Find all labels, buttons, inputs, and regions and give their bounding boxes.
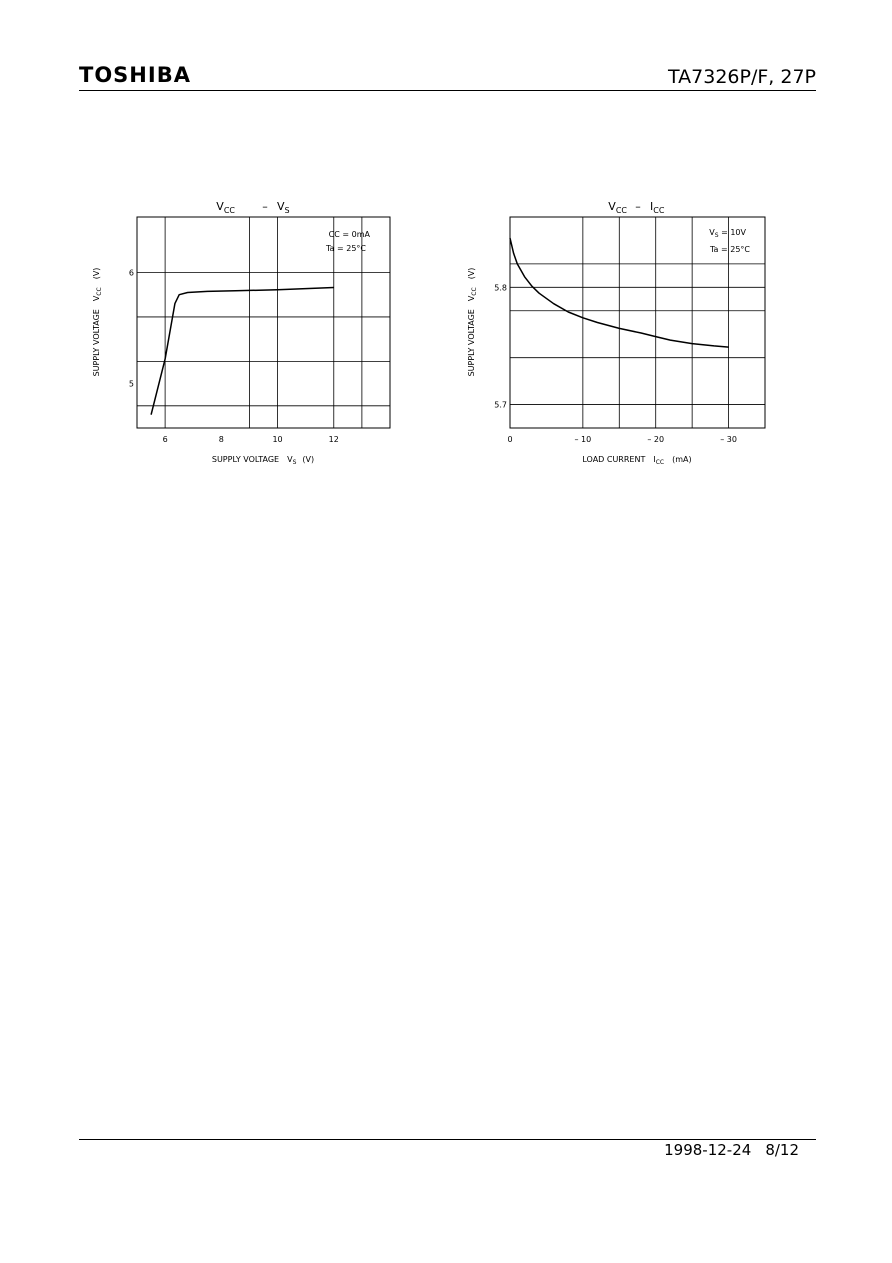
x-axis-label: LOAD CURRENT $I_{CC}$ (mA) [582, 455, 692, 466]
y-tick-label: 5.8 [494, 283, 507, 293]
x-tick-label: – 30 [720, 435, 737, 444]
x-tick-labels [163, 435, 339, 444]
x-tick-label: 12 [328, 435, 339, 444]
x-tick-label: – 20 [647, 435, 665, 444]
y-tick-labels [129, 269, 134, 389]
chart-title: $V_{CC}$ [216, 200, 235, 215]
y-axis-label: SUPPLY $VOLTAGEV_{CC}(V)$ [92, 267, 103, 377]
chart-title-right: $I_{CC}$ [650, 200, 665, 215]
annotation-current: CC = 0mA [328, 230, 370, 239]
chart-title-dash: – [262, 200, 268, 213]
annotation-temp: Ta = 25°C [709, 245, 750, 254]
chart-title-dash: – [635, 200, 641, 213]
x-axis-label: SUPPLY VOLTAGE $V_S$ (V) [211, 455, 315, 466]
y-tick-label: 5 [128, 379, 134, 389]
chart-title: $V_{CC}$ [608, 200, 627, 215]
footer-date: 1998-12-24 [664, 1141, 752, 1159]
header-rule [79, 90, 816, 91]
brand-logo: TOSHIBA [79, 63, 191, 87]
chart-vcc-icc [455, 190, 795, 480]
x-tick-label: 0 [507, 435, 513, 444]
footer-page: 8/12 [765, 1141, 799, 1159]
chart-title-right: $V_S$ [277, 200, 290, 215]
annotation-temp: Ta = 25°C [325, 244, 366, 253]
x-tick-label: 10 [272, 435, 283, 444]
x-tick-label: 8 [218, 435, 224, 444]
y-tick-labels [494, 283, 507, 409]
data-series [151, 288, 334, 415]
part-number: TA7326P/F, 27P [668, 66, 816, 88]
x-tick-labels [507, 435, 736, 444]
x-tick-label: 6 [162, 435, 168, 444]
annotation-supply: $V_S = 10V$ [709, 228, 746, 239]
x-tick-label: – 10 [574, 435, 592, 444]
footer-rule [79, 1139, 816, 1140]
y-axis-label: SUPPLY $VOLTAGEV_{CC}(V)$ [467, 267, 478, 377]
chart-vcc-vs [80, 190, 420, 480]
footer [664, 1141, 799, 1159]
y-tick-label: 5.7 [494, 400, 507, 410]
y-tick-label: 6 [128, 268, 134, 278]
series-line [151, 288, 334, 415]
